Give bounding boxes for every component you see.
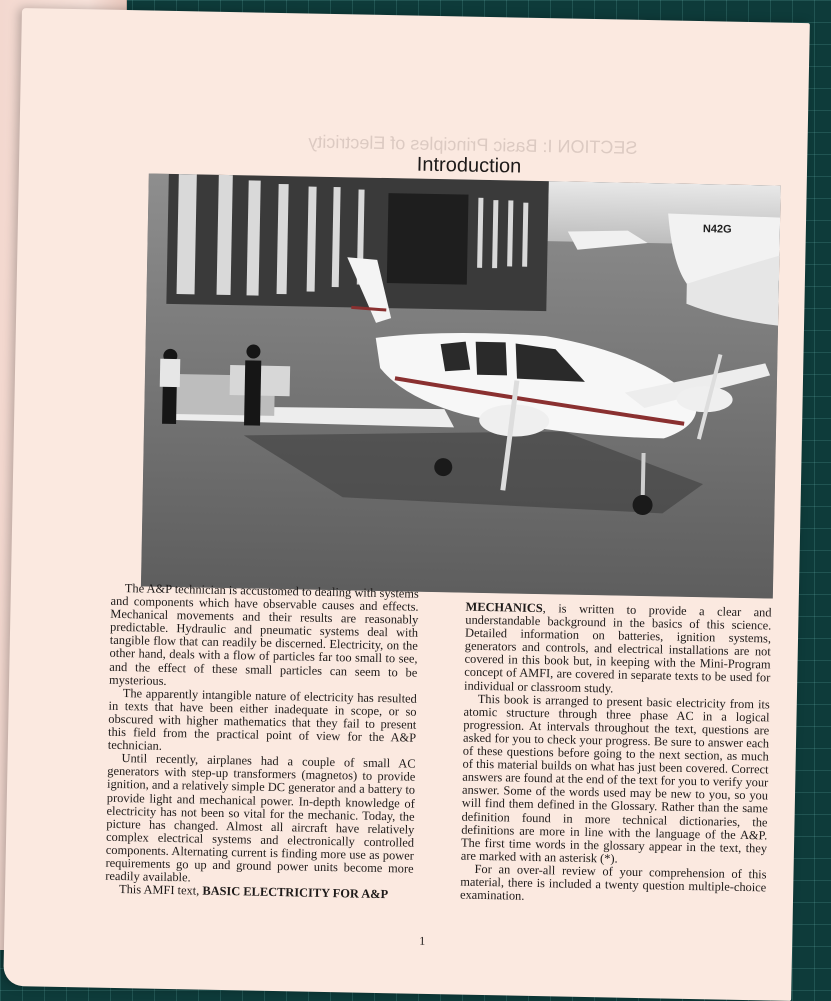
airplane-photo	[141, 173, 781, 598]
paragraph: Until recently, airplanes had a couple of small AC generators with step-up transformers (magnetos) to provide ignition, and a relatively simple DC generator and a battery to provide light and mechanical power. In-depth knowledge of electricity has not been so vital for the mechanic. Today, the picture has changed. Almost all aircraft have relatively complex electrical systems and electronically controlled components. Alternating current is finding more use as power requirements go up and ground power units become more readily available.	[105, 751, 416, 885]
bleed-through-text: SECTION I: Basic Principles of Electricity	[308, 131, 638, 158]
text-column-left	[105, 582, 419, 902]
airplane-photo-illustration	[141, 173, 781, 598]
paragraph-continued: , is written to provide a clear and understandable background in the basics of this science. Detailed information on batteries, ignition systems, generators and controls, and electrical installations are not covered in this book but, in keeping with the Mini-Program concept of AMFI, are covered in separate texts to be used for individual or classroom study.	[463, 601, 772, 696]
book-title-part2: MECHANICS	[465, 599, 543, 616]
paragraph: For an over-all review of your comprehension of this material, there is included a twenty question multiple-choice examination.	[459, 861, 767, 903]
paragraph: The apparently intangible nature of electricity has resulted in texts that have been either inadequate in scope, or so obscured with higher mathematics that they fail to present this field from the practical point of view for the A&P technician.	[107, 685, 417, 753]
book-title-part1: BASIC ELECTRICITY FOR A&P	[202, 883, 389, 902]
amfi-intro: This AMFI text,	[118, 882, 200, 898]
paragraph: The A&P technician is accustomed to dealing with systems and components which have observable causes and effects. Mechanical movements and their results are reasonably predictable. Hydraulic and pneumatic systems deal with tangible flow that can readily be discerned. Electricity, on the other hand, deals with a flow of particles far too small to see, and the effect of these small particles can seem to be mysterious.	[108, 581, 419, 688]
book-page	[3, 8, 810, 1001]
paragraph	[464, 601, 772, 699]
page-title: Introduction	[416, 153, 522, 178]
paragraph: This book is arranged to present basic electricity from its atomic structure through three phase AC in a logical progression. At intervals throughout the text, questions are asked for you to check your progress. Be sure to answer each of these questions before going to the next section, as much of this material builds on what has just been covered. Correct answers are found at the end of the text for you to verify your answer. Some of the words used may be new to you, so you will find them defined in the Glossary. Rather than the same definition found in more technical dictionaries, the definitions are more in line with the language of the A&P. The first time words in the glossary appear in the text, they are marked with an asterisk (*).	[460, 691, 770, 866]
tail-number: N42G	[702, 223, 732, 236]
text-column-right	[460, 601, 772, 908]
page-number: 1	[419, 933, 426, 948]
